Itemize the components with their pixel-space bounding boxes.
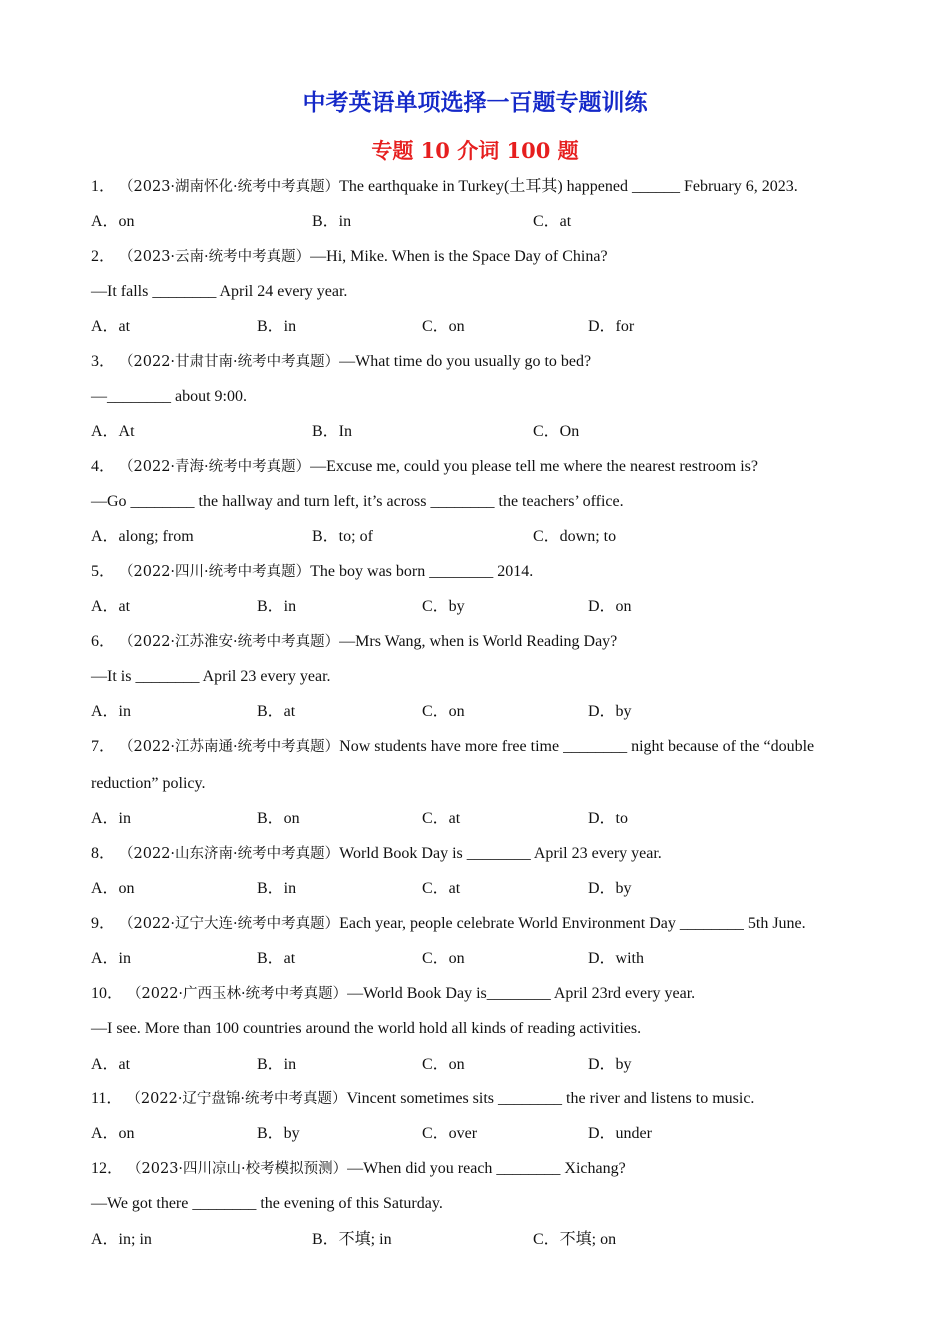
question-stem — [91, 632, 617, 652]
answer-option[interactable]: B．at — [257, 703, 296, 720]
question-source: （2022·江苏淮安·统考中考真题） — [119, 634, 340, 650]
question-number: 12． — [91, 1160, 124, 1177]
question-number: 9． — [91, 915, 116, 932]
answer-option[interactable]: A．at — [91, 318, 131, 335]
answer-option[interactable]: D．with — [588, 950, 645, 967]
answer-option[interactable]: C．at — [533, 213, 572, 230]
answer-option[interactable]: A．in — [91, 703, 132, 720]
question-source: （2023·云南·统考中考真题） — [119, 249, 311, 265]
answer-option[interactable]: C．on — [422, 703, 465, 720]
answer-option[interactable]: B．in — [257, 880, 297, 897]
question-source: （2023·湖南怀化·统考中考真题） — [119, 179, 340, 195]
answer-option[interactable]: C．on — [422, 318, 465, 335]
question-source: （2022·辽宁盘锦·统考中考真题） — [126, 1091, 347, 1107]
question-stem — [91, 737, 814, 757]
question-number: 5． — [91, 563, 116, 580]
question-text: —Mrs Wang, when is World Reading Day? — [339, 633, 618, 650]
answer-option[interactable]: C．on — [422, 1056, 465, 1073]
question-source: （2022·山东济南·统考中考真题） — [119, 846, 340, 862]
answer-option[interactable]: A．in — [91, 950, 132, 967]
question-stem — [91, 1089, 754, 1109]
answer-option[interactable]: B．In — [312, 423, 353, 440]
answer-option[interactable]: B．in — [312, 213, 352, 230]
answer-option[interactable]: B．on — [257, 810, 300, 827]
question-number: 1． — [91, 178, 116, 195]
answer-option[interactable]: A．on — [91, 1125, 135, 1142]
answer-option[interactable]: A．at — [91, 1056, 131, 1073]
answer-option[interactable]: D．by — [588, 1056, 632, 1073]
answer-option[interactable]: B．to; of — [312, 528, 373, 545]
answer-option[interactable]: A．on — [91, 880, 135, 897]
question-text: The boy was born ________ 2014. — [310, 563, 534, 580]
question-number: 4． — [91, 458, 116, 475]
question-continuation: —________ about 9:00. — [91, 388, 247, 405]
question-stem — [91, 844, 662, 864]
question-continuation: —It falls ________ April 24 every year. — [91, 283, 348, 300]
question-continuation: —It is ________ April 23 every year. — [91, 668, 331, 685]
question-continuation: —I see. More than 100 countries around the world hold all kinds of reading activities. — [91, 1020, 642, 1037]
question-source: （2022·青海·统考中考真题） — [119, 459, 311, 475]
question-text: —Hi, Mike. When is the Space Day of China? — [310, 248, 608, 265]
question-source: （2022·甘肃甘南·统考中考真题） — [119, 354, 340, 370]
answer-option[interactable]: B．in — [257, 1056, 297, 1073]
question-text: The earthquake in Turkey(土耳其) happened ______ February 6, 2023. — [339, 178, 798, 195]
answer-option[interactable]: C．at — [422, 810, 461, 827]
answer-option[interactable]: C．on — [422, 950, 465, 967]
answer-option[interactable]: D．on — [588, 598, 632, 615]
question-text: —What time do you usually go to bed? — [339, 353, 592, 370]
answer-option[interactable]: B．in — [257, 318, 297, 335]
question-source: （2022·四川·统考中考真题） — [119, 564, 311, 580]
question-number: 11． — [91, 1090, 123, 1107]
answer-option[interactable]: B．by — [257, 1125, 300, 1142]
question-number: 8． — [91, 845, 116, 862]
answer-option[interactable]: A．At — [91, 423, 135, 440]
answer-option[interactable]: C．On — [533, 423, 580, 440]
question-number: 3． — [91, 353, 116, 370]
question-number: 7． — [91, 738, 116, 755]
answer-option[interactable]: C．down; to — [533, 528, 617, 545]
question-number: 10． — [91, 985, 124, 1002]
answer-option[interactable]: D．for — [588, 318, 635, 335]
question-stem — [91, 562, 533, 582]
question-stem — [91, 914, 806, 934]
question-text: World Book Day is ________ April 23 every year. — [339, 845, 662, 862]
question-stem — [91, 247, 608, 267]
question-text: Each year, people celebrate World Environment Day ________ 5th June. — [339, 915, 806, 932]
answer-option[interactable]: B．不填; in — [312, 1231, 392, 1248]
question-number: 6． — [91, 633, 116, 650]
answer-option[interactable]: D．by — [588, 880, 632, 897]
question-source: （2022·广西玉林·统考中考真题） — [127, 986, 348, 1002]
answer-option[interactable]: D．under — [588, 1125, 652, 1142]
answer-option[interactable]: A．at — [91, 598, 131, 615]
question-number: 2． — [91, 248, 116, 265]
question-text: Vincent sometimes sits ________ the river and listens to music. — [346, 1090, 755, 1107]
question-stem — [91, 1159, 626, 1179]
answer-option[interactable]: C．at — [422, 880, 461, 897]
answer-option[interactable]: D．to — [588, 810, 629, 827]
answer-option[interactable]: A．in; in — [91, 1231, 152, 1248]
question-text: —Excuse me, could you please tell me where the nearest restroom is? — [310, 458, 758, 475]
question-stem — [91, 352, 591, 372]
page-subtitle: 专题 10 介词 100 题 — [371, 138, 579, 163]
page-title: 中考英语单项选择一百题专题训练 — [302, 89, 648, 116]
question-continuation: reduction” policy. — [91, 775, 206, 792]
question-source: （2023·四川凉山·校考模拟预测） — [127, 1161, 348, 1177]
question-source: （2022·江苏南通·统考中考真题） — [119, 739, 340, 755]
question-stem — [91, 177, 798, 197]
answer-option[interactable]: B．in — [257, 598, 297, 615]
answer-option[interactable]: A．on — [91, 213, 135, 230]
question-text: —World Book Day is________ April 23rd every year. — [347, 985, 696, 1002]
answer-option[interactable]: A．along; from — [91, 528, 194, 545]
question-stem — [91, 984, 695, 1004]
answer-option[interactable]: C．不填; on — [533, 1231, 617, 1248]
answer-option[interactable]: C．by — [422, 598, 465, 615]
question-stem — [91, 457, 758, 477]
question-text: Now students have more free time ________ night because of the “double — [339, 738, 815, 755]
answer-option[interactable]: A．in — [91, 810, 132, 827]
question-continuation: —We got there ________ the evening of this Saturday. — [91, 1195, 443, 1212]
question-text: —When did you reach ________ Xichang? — [347, 1160, 626, 1177]
answer-option[interactable]: B．at — [257, 950, 296, 967]
question-continuation: —Go ________ the hallway and turn left, it’s across ________ the teachers’ office. — [91, 493, 624, 510]
question-source: （2022·辽宁大连·统考中考真题） — [119, 916, 340, 932]
answer-option[interactable]: C．over — [422, 1125, 478, 1142]
answer-option[interactable]: D．by — [588, 703, 632, 720]
